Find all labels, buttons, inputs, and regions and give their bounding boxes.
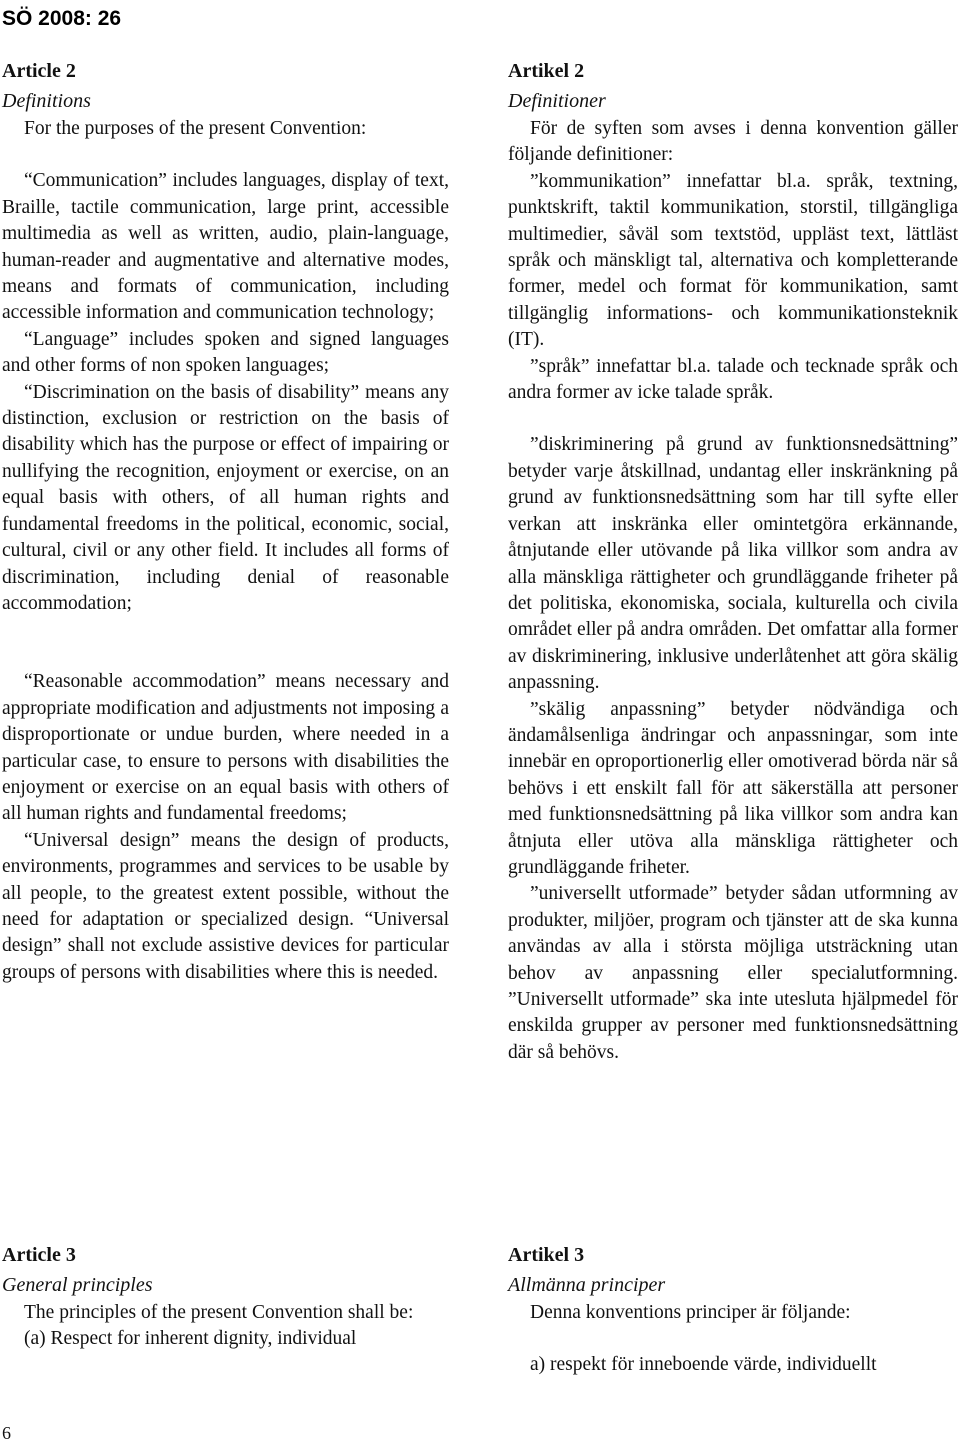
definition-reasonable-accommodation: “Reasonable accommodation” means necessary and appropriate modification and adjustments not imposing a disproportionate or undue burden, where needed in a particular case, to ensure to persons with disabilities the enjoyment or exercise on an equal basis with others of all human rights and fundamental freedoms; [2,671,449,825]
intro-paragraph: För de syften som avses i denna konvention gäller följande definitioner: [508,118,958,166]
english-column [2,56,449,986]
swedish-article-3 [508,1240,958,1379]
article-subtitle: General principles [2,1274,153,1296]
definition-sprak: ”språk” innefattar bl.a. talade och tecknade språk och andra former av icke talade språk. [508,355,958,404]
definition-discrimination: “Discrimination on the basis of disability” means any distinction, exclusion or restriction on the basis of disability which has the purpose or effect of impairing or nullifying the recognition, enjoyment or exercise, on an equal basis with others, of all human rights and fundamental freedoms in the political, economic, social, cultural, civil or any other field. It includes all forms of discrimination, including denial of reasonable accommodation; [2,381,449,614]
article-3-item-a: (a) Respect for inherent dignity, individual [24,1328,357,1350]
article-3-item-a: a) respekt för inneboende värde, individuellt [530,1354,877,1376]
spacer [2,142,449,168]
definition-universellt-utformade: ”universellt utformade” betyder sådan utformning av produkter, miljöer, program och tjänster att de ska kunna användas av alla i största möjliga utsträckning utan behov av anpassning eller specialutformning. ”Universellt utformade” ska inte utesluta hjälpmedel för enskilda grupper av personer med funktionsnedsättning där så behövs. [508,883,958,1063]
article-subtitle: Definitions [2,90,91,112]
definition-universal-design: “Universal design” means the design of products, environments, programmes and services to be usable by all people, to the greatest extent possible, without the need for adaptation or specialized design. “Universal design” shall not exclude assistive devices for particular groups of persons with disabilities where this is needed. [2,829,449,983]
article-title: Article 3 [2,1244,76,1266]
english-article-3 [2,1240,449,1353]
spacer [508,1326,958,1352]
document-reference: SÖ 2008: 26 [2,7,122,30]
article-subtitle: Allmänna principer [508,1274,666,1296]
article-3-intro: The principles of the present Convention shall be: [24,1302,414,1323]
article-title: Article 2 [2,60,76,82]
definition-diskriminering: ”diskriminering på grund av funktionsnedsättning” betyder varje åtskillnad, undantag eller inskränkning på grund av funktionsnedsättning som har till syfte eller verkan att inskränka eller omintetgöra erkännande, åtnjutande eller utövande på lika villkor som andra av alla mänskliga rättigheter och grundläggande friheter på det politiska, ekonomiska, sociala, kulturella och civila området eller på andra områden. Det omfattar alla former av diskriminering, inklusive underlåtenhet att göra skälig anpassning. [508,434,958,694]
spacer [508,406,958,432]
article-title: Artikel 2 [508,60,585,82]
definition-language: “Language” includes spoken and signed languages and other forms of non spoken languages; [2,328,449,377]
article-title: Artikel 3 [508,1244,585,1266]
article-subtitle: Definitioner [508,90,606,112]
definition-communication: “Communication” includes languages, display of text, Braille, tactile communication, large print, accessible multimedia as well as written, audio, plain-language, human-reader and augmentative and alternative modes, means and formats of communication, including accessible information and communication technology; [2,170,449,324]
article-3-intro: Denna konventions principer är följande: [530,1302,851,1323]
definition-kommunikation: ”kommunikation” innefattar bl.a. språk, textning, punktskrift, taktil kommunikation, storstil, tillgängliga multimedier, såväl som textstöd, uppläst text, lättläst språk och mänskligt tal, alternativa och kompletterande former, medel och format för kommunikation, samt tillgänglig informations- och kommunikationsteknik (IT). [508,170,958,351]
swedish-column [508,56,958,1066]
intro-paragraph: For the purposes of the present Convention: [24,118,367,139]
definition-skalig-anpassning: ”skälig anpassning” betyder nödvändiga och ändamålsenliga ändringar och anpassningar, som inte innebär en oproportionerlig eller omotiverad börda när så behövs i ett enskilt fall för att säkerställa att personer med funktionsnedsättning på lika villkor som andra kan åtnjuta eller utöva alla mänskliga rättigheter och grundläggande friheter. [508,698,958,878]
spacer [2,617,449,669]
page-number: 6 [2,1423,11,1443]
